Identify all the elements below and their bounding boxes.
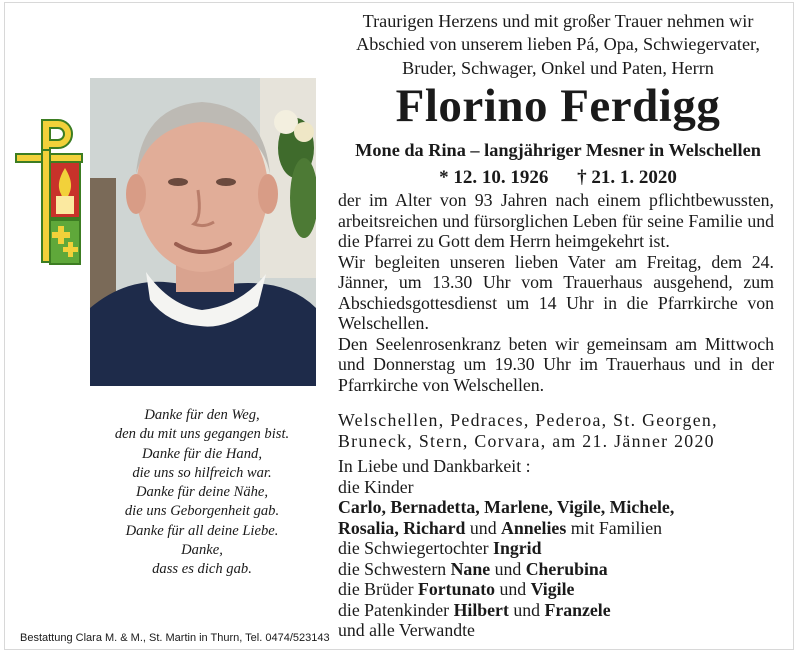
relatives: und alle Verwandte (338, 620, 475, 640)
brother-name: Vigile (530, 579, 575, 599)
godchildren-intro: die Patenkinder (338, 599, 450, 620)
with-families: mit Familien (570, 517, 663, 538)
sisters-intro: die Schwestern (338, 558, 447, 579)
paragraph-funeral: Wir begleiten unseren lieben Vater am Freitag, dem 24. Jänner, um 13.30 Uhr vom Trauerhaus ausgehend, zum Abschiedsgottesdienst um 14 Uhr in die Pfarrkirche von Welschellen. (338, 251, 774, 333)
portrait-photo (90, 78, 316, 386)
thank-you-poem (96, 406, 308, 580)
funeral-home-credit: Bestattung Clara M. & M., St. Martin in Thurn, Tel. 0474/523143 (20, 632, 330, 644)
poem-line: Danke, (181, 542, 223, 559)
sister-name: Nane (450, 558, 491, 579)
conjunction: und (494, 558, 522, 579)
brothers-intro: die Brüder (338, 579, 414, 599)
children-names: Carlo, Bernadetta, Marlene, Vigile, Michele, (338, 497, 675, 517)
poem-line: Danke für den Weg, (144, 407, 260, 423)
daughter-in-law-name: Ingrid (493, 538, 542, 558)
poem-line: Danke für die Hand, (142, 445, 262, 462)
poem-line: die uns so hilfreich war. (132, 464, 272, 481)
paragraph-rosary: Den Seelenrosenkranz beten wir gemeinsam am Mittwoch und Donnerstag um 19.30 Uhr im Trauerhaus und in der Pfarrkirche von Welschellen. (338, 333, 774, 395)
chi-rho-cross-icon (14, 116, 84, 266)
places-and-date: Welschellen, Pedraces, Pederoa, St. Georgen, Bruneck, Stern, Corvara, am 21. Jänner 2020 (338, 410, 718, 451)
intro-line: Bruder, Schwager, Onkel und Paten, Herrn (402, 57, 714, 78)
conjunction: und (499, 579, 527, 599)
death-date: † 21. 1. 2020 (577, 167, 677, 188)
poem-line: die uns Geborgenheit gab. (124, 503, 280, 520)
birth-date: * 12. 10. 1926 (439, 167, 549, 188)
poem-line: Danke für deine Nähe, (135, 484, 269, 501)
child-name: Annelies (501, 517, 567, 538)
brother-name: Fortunato (418, 579, 496, 599)
mourners-list (338, 456, 774, 641)
conjunction: und (513, 599, 540, 620)
conjunction: und (469, 517, 497, 538)
nickname-and-role: Mone da Rina – langjähriger Mesner in Welschellen (355, 140, 761, 160)
greeting: In Liebe und Dankbarkeit : (338, 456, 531, 476)
children-names: Rosalia, Richard (338, 517, 466, 538)
sister-name: Cherubina (525, 558, 608, 579)
poem-line: den du mit uns gegangen bist. (114, 426, 290, 443)
intro-line: Traurigen Herzens und mit großer Trauer nehmen wir (362, 11, 754, 31)
notice-body (338, 190, 774, 395)
deceased-name: Florino Ferdigg (395, 80, 721, 132)
life-dates (338, 166, 778, 190)
daughter-in-law-intro: die Schwiegertochter (338, 538, 489, 558)
godchild-name: Franzele (544, 599, 611, 620)
intro-line: Abschied von unserem lieben Pá, Opa, Schwiegervater, (356, 34, 760, 55)
intro-text (338, 10, 778, 80)
paragraph-passing: der im Alter von 93 Jahren nach einem pflichtbewussten, arbeitsreichen und fürsorglichen Leben für seine Familie und die Pfarrei zu Gott dem Herrn heimgekehrt ist. (338, 190, 774, 251)
poem-line: Danke für all deine Liebe. (125, 522, 279, 539)
children-intro: die Kinder (338, 476, 414, 497)
godchild-name: Hilbert (453, 599, 509, 620)
poem-line: dass es dich gab. (152, 561, 252, 578)
